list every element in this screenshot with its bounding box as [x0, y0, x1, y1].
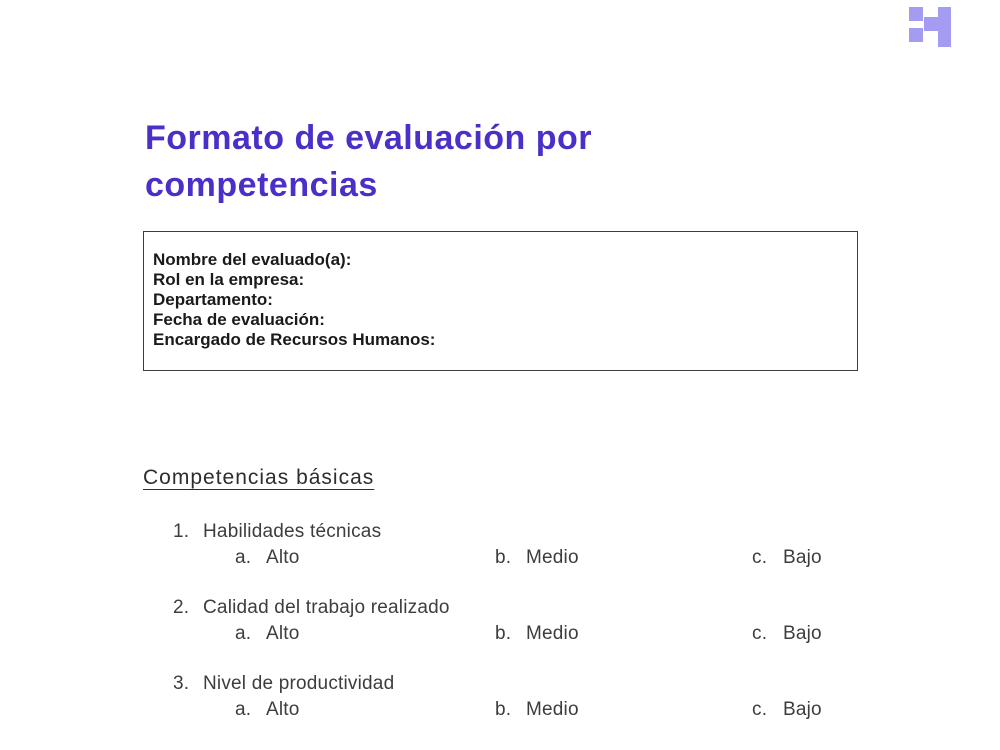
option-bajo: [752, 547, 822, 569]
competency-item: [0, 597, 1000, 657]
option-label: Alto: [266, 623, 300, 644]
field-label-evaluee-name: Nombre del evaluado(a):: [153, 250, 352, 269]
item-number: 1.: [173, 521, 190, 542]
competency-item: [0, 673, 1000, 733]
option-alto: [235, 623, 300, 645]
field-label-hr-manager: Encargado de Recursos Humanos:: [153, 330, 436, 349]
item-title-text: Nivel de productividad: [203, 673, 395, 694]
competency-item-title: [173, 597, 450, 619]
option-medio: [495, 547, 579, 569]
option-letter: a.: [235, 547, 252, 568]
option-label: Bajo: [783, 699, 822, 720]
option-label: Alto: [266, 699, 300, 720]
option-letter: b.: [495, 699, 512, 720]
competency-item-title: [173, 521, 381, 543]
item-number: 3.: [173, 673, 190, 694]
field-label-company-role: Rol en la empresa:: [153, 270, 305, 289]
option-alto: [235, 547, 300, 569]
option-label: Bajo: [783, 623, 822, 644]
page-title: Formato de evaluación por competencias: [145, 118, 593, 204]
option-letter: b.: [495, 547, 512, 568]
option-label: Bajo: [783, 547, 822, 568]
option-medio: [495, 699, 579, 721]
item-title-text: Calidad del trabajo realizado: [203, 597, 450, 618]
field-label-evaluation-date: Fecha de evaluación:: [153, 310, 325, 329]
option-label: Alto: [266, 547, 300, 568]
field-label-department: Departamento:: [153, 290, 273, 309]
option-letter: a.: [235, 699, 252, 720]
option-bajo: [752, 699, 822, 721]
item-number: 2.: [173, 597, 190, 618]
option-letter: a.: [235, 623, 252, 644]
option-letter: c.: [752, 623, 768, 644]
option-label: Medio: [526, 623, 579, 644]
option-letter: c.: [752, 699, 768, 720]
competency-item: [0, 521, 1000, 581]
option-letter: b.: [495, 623, 512, 644]
section-heading-basic-competencies: Competencias básicas: [143, 466, 375, 489]
option-letter: c.: [752, 547, 768, 568]
item-title-text: Habilidades técnicas: [203, 521, 382, 542]
evaluee-info-box: [143, 231, 858, 371]
option-label: Medio: [526, 699, 579, 720]
brand-logo-icon: [909, 7, 952, 48]
option-label: Medio: [526, 547, 579, 568]
option-bajo: [752, 623, 822, 645]
competency-item-title: [173, 673, 394, 695]
option-medio: [495, 623, 579, 645]
option-alto: [235, 699, 300, 721]
